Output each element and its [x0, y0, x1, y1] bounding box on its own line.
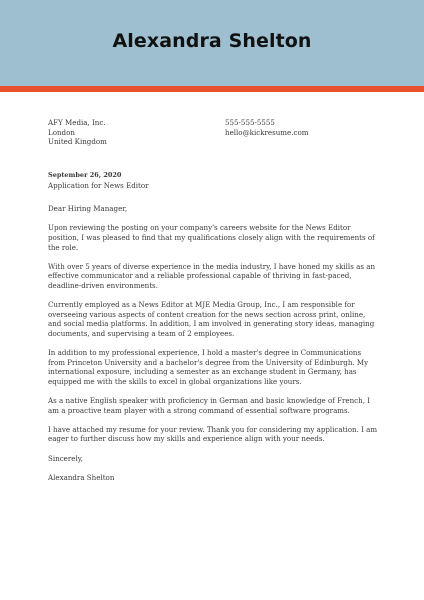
paragraph-education: In addition to my professional experience, I hold a master's degree in Communications from Princeton University and a bachelor's degree from the University of Edinburgh. My international exposure, including a semester as an exchange student in Germany, has equipped me with the skills to excel in global organizations like yours. — [48, 348, 369, 386]
signature-name: Alexandra Shelton — [48, 472, 115, 482]
recipient-address — [48, 118, 107, 147]
recipient-company: AFY Media, Inc. — [48, 118, 106, 127]
paragraph-closing: I have attached my resume for your review. Thank you for considering my application. I am eager to further discuss how my skills and experience align with your needs. — [48, 424, 378, 444]
contact-info — [225, 118, 308, 137]
header-band — [0, 0, 424, 86]
accent-stripe — [0, 86, 424, 92]
paragraph-intro: Upon reviewing the posting on your company's careers website for the News Editor position, I was pleased to find that my qualifications closely align with the requirements of the role. — [48, 223, 375, 252]
recipient-city: London — [48, 127, 75, 137]
recipient-country: United Kingdom — [48, 137, 107, 147]
letter-subject: Application for News Editor — [48, 180, 149, 190]
email-address: hello@kickresume.com — [225, 127, 309, 137]
closing: Sincerely, — [48, 453, 84, 463]
address-block — [48, 118, 378, 154]
salutation: Dear Hiring Manager, — [48, 204, 128, 214]
paragraph-experience: With over 5 years of diverse experience in the media industry, I have honed my skills as an effective communicator and a reliable professional capable of thriving in fast-paced, deadline-driven environments. — [48, 261, 376, 290]
phone-number: 555-555-5555 — [225, 118, 275, 127]
letter-date: September 26, 2020 — [48, 171, 122, 179]
paragraph-languages: As a native English speaker with proficiency in German and basic knowledge of French, I am a proactive team player with a strong command of essential software programs. — [48, 396, 371, 415]
paragraph-current-role: Currently employed as a News Editor at MJE Media Group, Inc., I am responsible for overseeing various aspects of content creation for the news section across print, online, and social media platforms. In addition, I am involved in generating story ideas, managing documents, and supervising a team of 2 employees. — [48, 300, 375, 338]
letter-body — [48, 118, 378, 482]
applicant-name: Alexandra Shelton — [112, 30, 312, 52]
